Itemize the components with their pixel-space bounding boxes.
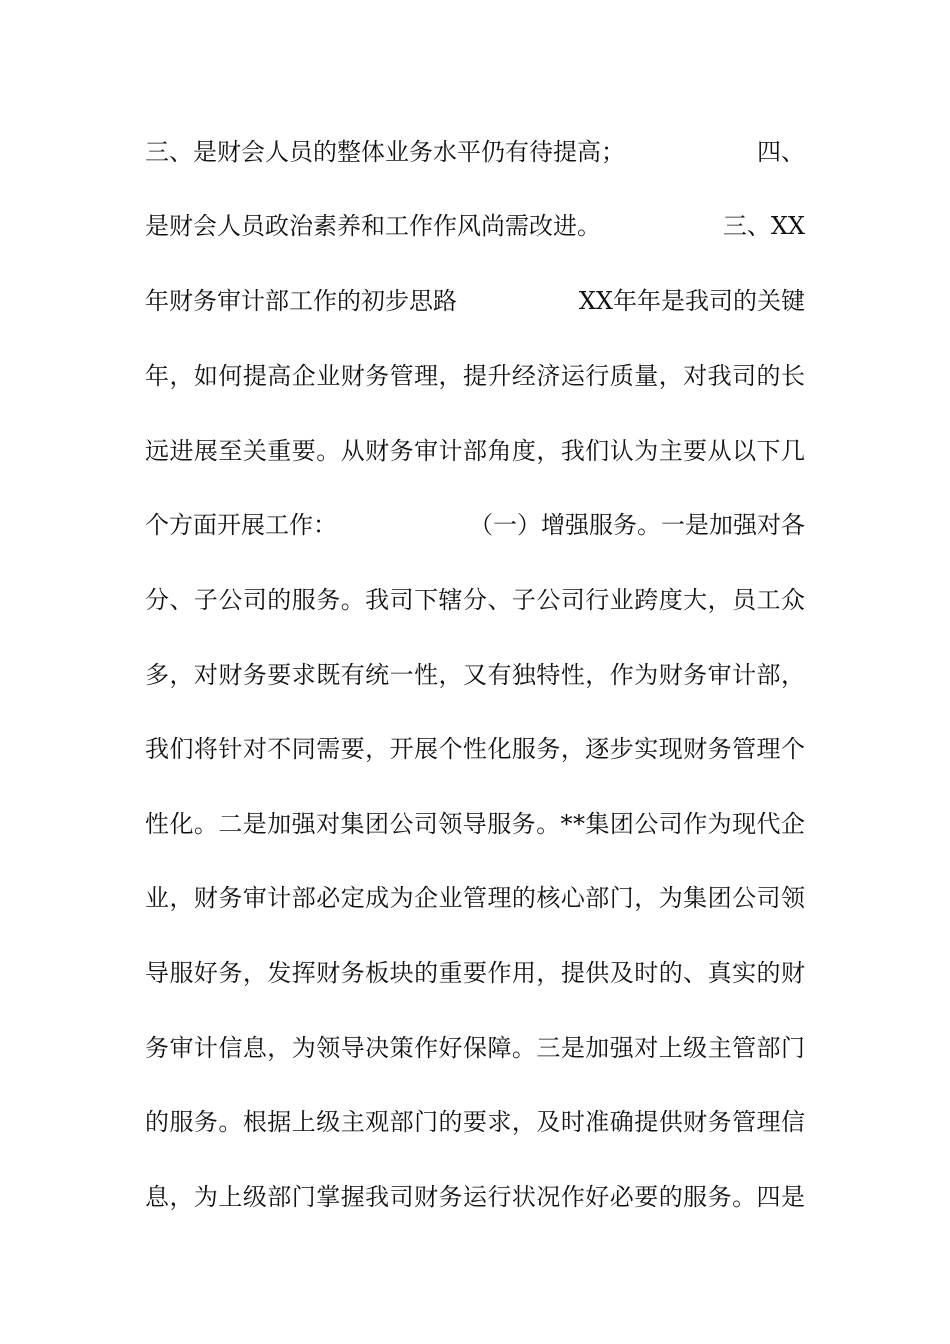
text-line-7: 分、子公司的服务。我司下辖分、子公司行业跨度大，员工众 bbox=[145, 586, 806, 614]
text-line-1 bbox=[145, 132, 805, 172]
text-line-1-right: 四、 bbox=[757, 138, 805, 166]
text-line-2-left: 是财会人员政治素养和工作作风尚需改进。 bbox=[145, 212, 601, 240]
text-line-6-right: （一）增强服务。一是加强对各 bbox=[469, 511, 805, 539]
text-line-2 bbox=[145, 206, 805, 246]
text-line-11: 业，财务审计部必定成为企业管理的核心部门，为集团公司领 bbox=[145, 884, 806, 912]
text-line-4: 年，如何提高企业财务管理，提升经济运行质量，对我司的长 bbox=[145, 362, 806, 390]
text-line-13: 务审计信息，为领导决策作好保障。三是加强对上级主管部门 bbox=[145, 1034, 806, 1062]
text-line-12: 导服好务，发挥财务板块的重要作用，提供及时的、真实的财 bbox=[145, 959, 806, 987]
text-line-3-right: XX年年是我司的关键 bbox=[578, 287, 805, 315]
text-line-3 bbox=[145, 281, 805, 321]
text-line-6 bbox=[145, 505, 805, 545]
text-line-5: 远进展至关重要。从财务审计部角度，我们认为主要从以下几 bbox=[145, 437, 806, 465]
text-line-3-left: 年财务审计部工作的初步思路 bbox=[145, 287, 457, 315]
text-line-10: 性化。二是加强对集团公司领导服务。**集团公司作为现代企 bbox=[145, 810, 806, 838]
text-line-9: 我们将针对不同需要，开展个性化服务，逐步实现财务管理个 bbox=[145, 735, 806, 763]
text-line-8: 多，对财务要求既有统一性，又有独特性，作为财务审计部， bbox=[145, 661, 806, 689]
text-line-6-left: 个方面开展工作： bbox=[145, 511, 337, 539]
text-line-15: 息，为上级部门掌握我司财务运行状况作好必要的服务。四是 bbox=[145, 1183, 806, 1211]
text-line-1-left: 三、是财会人员的整体业务水平仍有待提高； bbox=[145, 138, 625, 166]
text-line-2-right: 三、XX bbox=[722, 212, 805, 240]
text-line-14: 的服务。根据上级主观部门的要求，及时准确提供财务管理信 bbox=[145, 1108, 806, 1136]
